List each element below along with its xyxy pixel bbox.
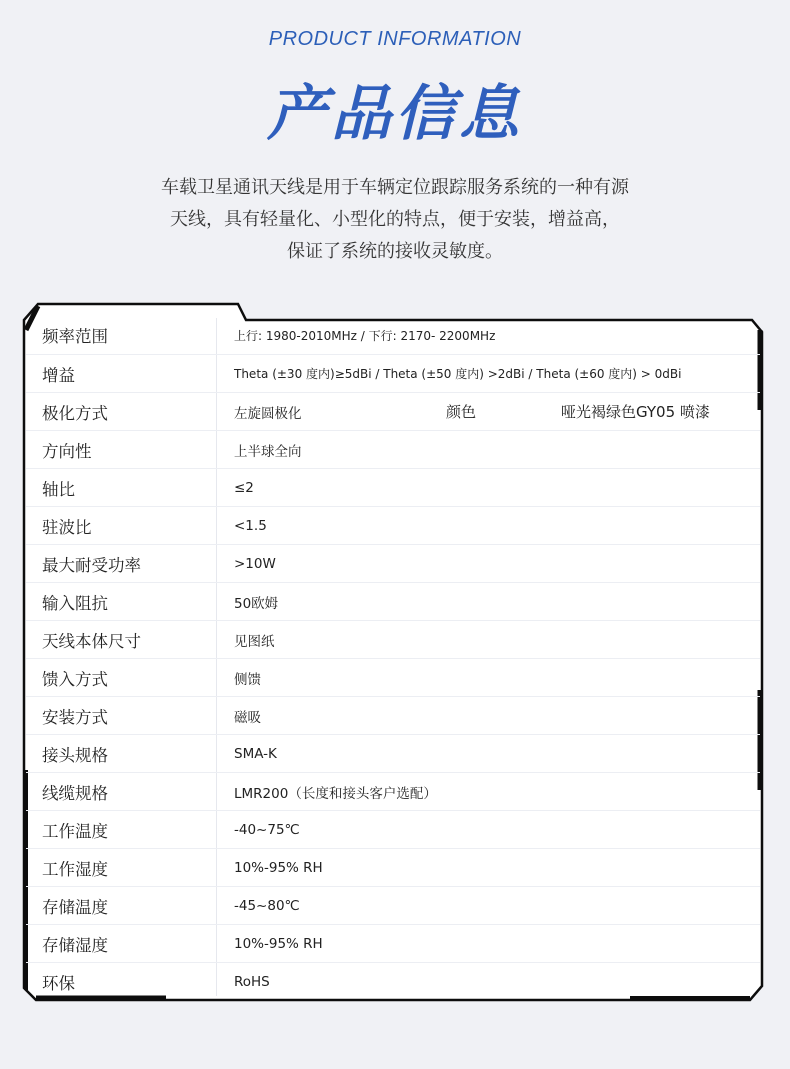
spec-label: 最大耐受功率 xyxy=(42,555,141,575)
spec-label: 增益 xyxy=(42,365,75,385)
spec-label: 线缆规格 xyxy=(42,783,108,803)
spec-value: 侧馈 xyxy=(234,671,261,688)
spec-label: 接头规格 xyxy=(42,745,108,765)
spec-label: 轴比 xyxy=(42,479,75,499)
table-row xyxy=(26,810,760,848)
spec-label: 极化方式 xyxy=(42,403,108,423)
table-row xyxy=(26,658,760,696)
table-row xyxy=(26,468,760,506)
description-line: 保证了系统的接收灵敏度。 xyxy=(287,241,503,262)
spec-value: ≤2 xyxy=(234,479,254,496)
spec-label: 驻波比 xyxy=(42,517,92,537)
spec-label: 安装方式 xyxy=(42,707,108,727)
table-row xyxy=(26,734,760,772)
spec-value: 10%-95% RH xyxy=(234,935,323,952)
spec-value: >10W xyxy=(234,555,276,572)
spec-value: <1.5 xyxy=(234,517,267,534)
spec-label: 频率范围 xyxy=(42,327,108,346)
spec-label: 馈入方式 xyxy=(42,669,108,689)
table-row xyxy=(26,924,760,962)
spec-value: SMA-K xyxy=(234,745,277,762)
spec-label: 输入阻抗 xyxy=(42,593,108,613)
spec-value: -45~80℃ xyxy=(234,897,300,914)
spec-label: 工作温度 xyxy=(42,821,108,841)
color-value: 哑光褐绿色GY05 喷漆 xyxy=(561,403,710,421)
table-row xyxy=(26,886,760,924)
description-line: 天线，具有轻量化、小型化的特点，便于安装，增益高， xyxy=(170,209,620,230)
spec-label: 存储湿度 xyxy=(42,935,108,955)
table-row xyxy=(26,848,760,886)
spec-value: LMR200（长度和接头客户选配） xyxy=(234,785,437,802)
subtitle-english: PRODUCT INFORMATION xyxy=(268,28,522,50)
spec-label: 存储温度 xyxy=(42,897,108,917)
table-row xyxy=(26,582,760,620)
spec-label: 天线本体尺寸 xyxy=(42,631,141,651)
description-line: 车载卫星通讯天线是用于车辆定位跟踪服务系统的一种有源 xyxy=(161,177,629,198)
spec-value: Theta (±30 度内)≥5dBi / Theta (±50 度内) >2dBi / Theta (±60 度内) > 0dBi xyxy=(234,367,682,381)
table-row xyxy=(26,316,760,354)
page-title: 产品信息 xyxy=(267,79,523,149)
spec-label: 环保 xyxy=(42,973,75,993)
table-row xyxy=(26,506,760,544)
table-row xyxy=(26,620,760,658)
table-row xyxy=(26,392,760,430)
spec-value: 见图纸 xyxy=(234,633,275,650)
table-row xyxy=(26,430,760,468)
spec-value: -40~75℃ xyxy=(234,821,300,838)
table-row xyxy=(26,962,760,1000)
table-row xyxy=(26,772,760,810)
spec-value: 上行: 1980-2010MHz / 下行: 2170- 2200MHz xyxy=(234,328,496,343)
spec-label: 工作湿度 xyxy=(42,859,108,879)
spec-value: 左旋圆极化 xyxy=(234,405,302,422)
spec-table xyxy=(26,316,760,1000)
spec-value: RoHS xyxy=(234,973,270,990)
spec-value: 上半球全向 xyxy=(234,443,302,460)
table-row xyxy=(26,354,760,392)
table-row xyxy=(26,544,760,582)
spec-value: 磁吸 xyxy=(234,709,261,726)
spec-label: 方向性 xyxy=(42,441,92,461)
spec-value: 10%-95% RH xyxy=(234,859,323,876)
table-row xyxy=(26,696,760,734)
color-label: 颜色 xyxy=(446,403,477,421)
spec-value: 50欧姆 xyxy=(234,595,279,612)
